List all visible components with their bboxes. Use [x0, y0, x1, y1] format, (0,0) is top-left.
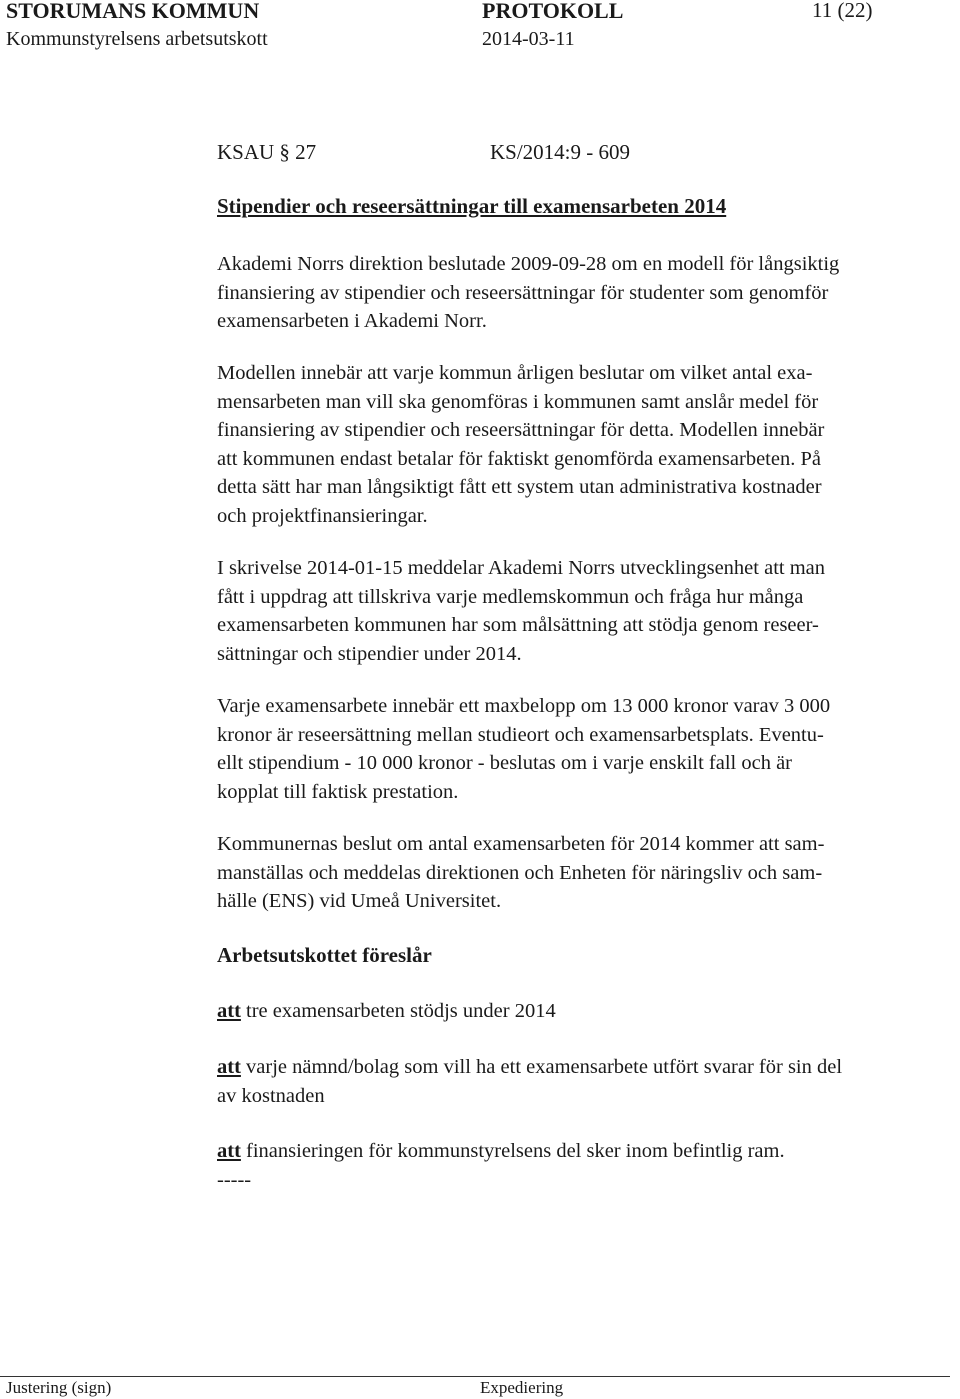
justering-label: Justering (sign) — [6, 1378, 112, 1397]
document-type: PROTOKOLL — [482, 0, 624, 23]
att-keyword: att — [217, 1000, 241, 1022]
paragraph: Modellen innebär att varje kommun årligen beslutar om vilket antal exa- mensarbeten man vill ska genomföras i kommunen samt anslår medel för finansiering av stipendier och reseersättningar för detta. Modellen innebär att kommunen endast betalar för faktiskt genomförda examensarbeten. På detta sätt har man långsiktigt fått ett system utan administrativa kostnader och projektfinansieringar. — [217, 362, 825, 527]
proposal-item: att tre examensarbeten stödjs under 2014 — [217, 1000, 556, 1022]
paragraph: I skrivelse 2014-01-15 meddelar Akademi Norrs utvecklingsenhet att man fått i uppdrag att tillskriva varje medlemskommun och fråga hur många examensarbeten kommunen har som målsättning att stödja genom reseer- sättningar och stipendier under 2014. — [217, 557, 826, 665]
municipality-name: STORUMANS KOMMUN — [6, 0, 260, 23]
end-marker: ----- — [217, 1168, 252, 1191]
paragraph: Kommunernas beslut om antal examensarbeten för 2014 kommer att sam- manställas och meddelas direktionen och Enheten för näringsliv och sam- hälle (ENS) vid Umeå Universitet. — [217, 833, 825, 912]
att-keyword: att — [217, 1140, 241, 1162]
section-title: Stipendier och reseersättningar till examensarbeten 2014 — [217, 194, 727, 218]
paragraph: Akademi Norrs direktion beslutade 2009-09-28 om en modell för långsiktig finansiering av stipendier och reseersättningar för studenter som genomför examensarbeten i Akademi Norr. — [217, 253, 840, 332]
expediering-label: Expediering — [480, 1378, 564, 1397]
case-reference: KS/2014:9 - 609 — [490, 140, 631, 164]
page-number: 11 (22) — [812, 0, 873, 22]
proposal-heading: Arbetsutskottet föreslår — [217, 943, 432, 967]
paragraph: Varje examensarbete innebär ett maxbelopp om 13 000 kronor varav 3 000 kronor är reseersättning mellan studieort och examensarbetsplats. Eventu- ellt stipendium - 10 000 kronor - beslutas om i varje enskilt fall och är kopplat till faktisk prestation. — [217, 695, 831, 803]
footer-divider — [0, 1376, 950, 1377]
committee-name: Kommunstyrelsens arbetsutskott — [6, 28, 268, 50]
att-keyword: att — [217, 1056, 241, 1078]
meeting-date: 2014-03-11 — [482, 28, 575, 50]
proposal-item: att varje nämnd/bolag som vill ha ett examensarbete utfört svarar för sin del av kostnaden — [217, 1056, 843, 1107]
case-number: KSAU § 27 — [217, 140, 317, 164]
proposal-item: att finansieringen för kommunstyrelsens del sker inom befintlig ram. ----- — [217, 1137, 950, 1194]
